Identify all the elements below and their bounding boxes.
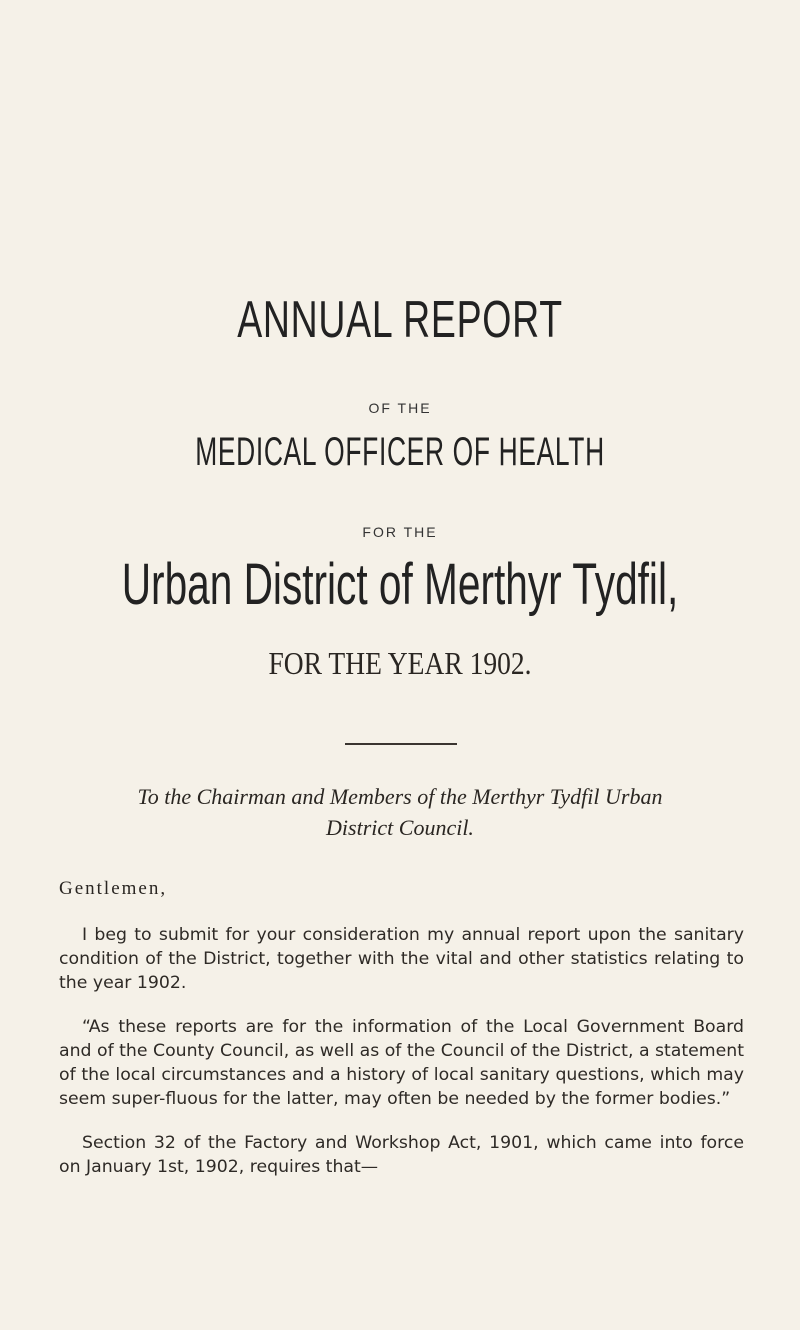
paragraph-3-text: Section 32 of the Factory and Workshop Act, 1901, which came into force on January 1st, 1902, requires that— [59,1133,744,1177]
title-for-the: FOR THE [362,524,438,540]
divider-rule [345,743,457,745]
title-year: FOR THE YEAR 1902. [268,645,532,681]
salutation: Gentlemen, [59,878,168,899]
paragraph-1-text: I beg to submit for your consideration my annual report upon the sanitary condition of the District, together with the vital and other statistics relating to the year 1902. [59,925,744,993]
paragraph-2-text: “As these reports are for the information of the Local Government Board and of the County Council, as well as of the Council of the District, a statement of the local circumstances and a history of local sanitary questions, which may seem super-fluous for the latter, may often be needed by the former bodies.” [59,1017,744,1109]
paragraph-1 [59,923,744,995]
paragraph-3 [59,1131,744,1179]
address-line-2: District Council. [326,815,474,840]
address-line-1: To the Chairman and Members of the Merthyr Tydfil Urban [137,784,663,809]
report-title: ANNUAL REPORT [237,291,563,349]
title-of-the: OF THE [368,400,432,416]
paragraph-2 [59,1015,744,1111]
title-medical-officer: MEDICAL OFFICER OF HEALTH [195,430,605,474]
title-district: Urban District of Merthyr Tydfil, [121,552,679,617]
